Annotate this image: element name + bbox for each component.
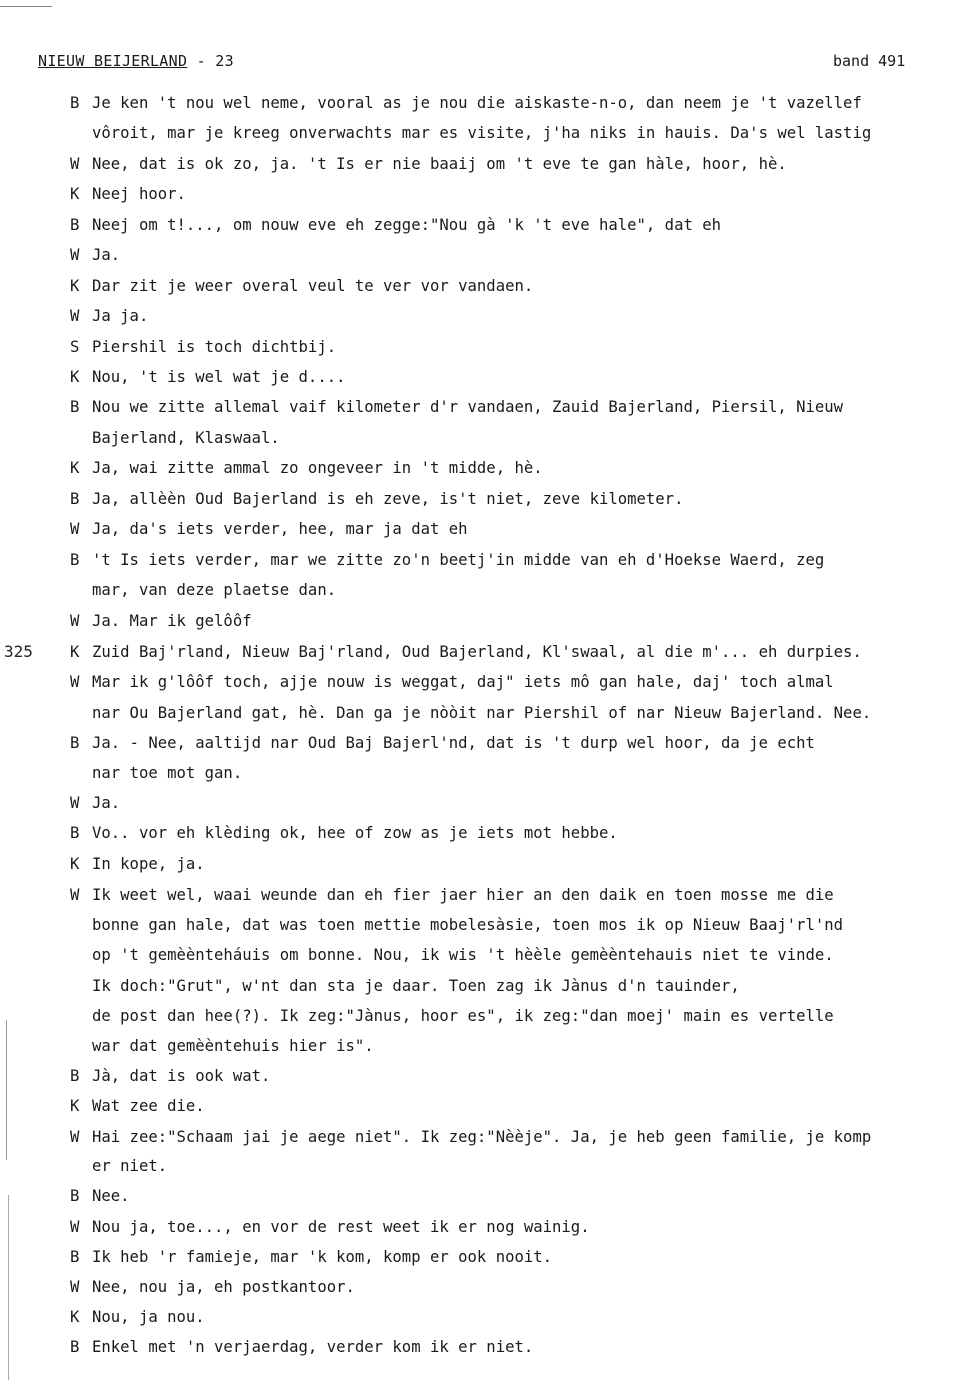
speaker-label: W: [70, 520, 80, 538]
line-text: op 't gemèènteháuis om bonne. Nou, ik wis 't hèèle gemèèntehauis niet te vinde.: [92, 946, 834, 964]
line-text: Nou we zitte allemal vaif kilometer d'r vandaen, Zauid Bajerland, Piersil, Nieuw: [92, 398, 844, 416]
speaker-label: W: [70, 307, 80, 325]
transcript-line: [70, 245, 966, 265]
line-text: Nou, ja nou.: [92, 1308, 205, 1326]
line-text: Ja, wai zitte ammal zo ongeveer in 't midde, hè.: [92, 459, 543, 477]
speaker-label: K: [70, 643, 80, 661]
line-text: Dar zit je weer overal veul te ver vor vandaen.: [92, 277, 534, 295]
transcript-line: [92, 703, 966, 723]
line-text: nar toe mot gan.: [92, 764, 243, 782]
line-text: Ik doch:"Grut", w'nt dan sta je daar. Toen zag ik Jànus d'n tauinder,: [92, 977, 740, 995]
speaker-label: K: [70, 1308, 80, 1326]
speaker-label: K: [70, 368, 80, 386]
line-text: Jà, dat is ook wat.: [92, 1067, 271, 1085]
line-text: Enkel met 'n verjaerdag, verder kom ik er niet.: [92, 1338, 534, 1356]
transcript-line: [70, 1277, 966, 1297]
speaker-label: B: [70, 1187, 80, 1205]
page-header-title: [38, 52, 234, 70]
line-text: Neej hoor.: [92, 185, 186, 203]
line-text: Ik weet wel, waai weunde dan eh fier jaer hier an den daik en toen mosse me die: [92, 886, 834, 904]
line-text: Ja ja.: [92, 307, 149, 325]
transcript-line: [92, 428, 966, 448]
transcript-line: [70, 672, 966, 692]
line-text: Mar ik g'lôôf toch, ajje nouw is weggat, daj" iets mô gan hale, daj' toch almal: [92, 673, 834, 691]
line-text: Nee, nou ja, eh postkantoor.: [92, 1278, 355, 1296]
transcript-line: [70, 1066, 966, 1086]
transcript-line: [70, 397, 966, 417]
line-text: er niet.: [92, 1157, 168, 1175]
line-text: Ja, da's iets verder, hee, mar ja dat eh: [92, 520, 468, 538]
transcript-line: [70, 1307, 966, 1327]
line-text: Piershil is toch dichtbij.: [92, 338, 337, 356]
line-text: Ik heb 'r famieje, mar 'k kom, komp er ook nooit.: [92, 1248, 553, 1266]
line-text: Bajerland, Klaswaal.: [92, 429, 280, 447]
margin-mark: [6, 1020, 7, 1160]
line-text: Je ken 't nou wel neme, vooral as je nou die aiskaste-n-o, dan neem je 't vazellef: [92, 94, 862, 112]
transcript-line: [70, 306, 966, 326]
transcript-line: [70, 367, 966, 387]
transcript-line: [70, 793, 966, 813]
transcript-line: [70, 1337, 966, 1357]
transcript-line: [92, 1036, 966, 1056]
transcript-line: [70, 1217, 966, 1237]
transcript-line: [70, 154, 966, 174]
transcript-line: [70, 276, 966, 296]
transcript-line: [92, 945, 966, 965]
speaker-label: K: [70, 855, 80, 873]
transcript-line: [70, 489, 966, 509]
transcript-line: [70, 1247, 966, 1267]
speaker-label: K: [70, 459, 80, 477]
speaker-label: W: [70, 1128, 80, 1146]
margin-line-number: 325: [4, 642, 33, 661]
speaker-label: W: [70, 794, 80, 812]
speaker-label: K: [70, 277, 80, 295]
transcript-line: [70, 1096, 966, 1116]
speaker-label: W: [70, 612, 80, 630]
speaker-label: B: [70, 734, 80, 752]
transcript-line: [70, 823, 966, 843]
line-text: Ja. Mar ik gelôôf: [92, 612, 252, 630]
line-text: Vo.. vor eh klèding ok, hee of zow as je iets mot hebbe.: [92, 824, 618, 842]
line-text: Ja, allèèn Oud Bajerland is eh zeve, is't niet, zeve kilometer.: [92, 490, 684, 508]
speaker-label: K: [70, 1097, 80, 1115]
transcript-line: [92, 1006, 966, 1026]
line-text: Wat zee die.: [92, 1097, 205, 1115]
transcript-line: [70, 458, 966, 478]
line-text: Nou ja, toe..., en vor de rest weet ik er nog wainig.: [92, 1218, 590, 1236]
line-text: Zuid Baj'rland, Nieuw Baj'rland, Oud Bajerland, Kl'swaal, al die m'... eh durpies.: [92, 643, 862, 661]
line-text: Hai zee:"Schaam jai je aege niet". Ik zeg:"Nèèje". Ja, je heb geen familie, je komp: [92, 1128, 872, 1146]
transcript-line: [70, 1186, 966, 1206]
line-text: Neej om t!..., om nouw eve eh zegge:"Nou gà 'k 't eve hale", dat eh: [92, 216, 722, 234]
line-text: de post dan hee(?). Ik zeg:"Jànus, hoor es", ik zeg:"dan moej' main es vertelle: [92, 1007, 834, 1025]
band-number: band 491: [833, 52, 906, 70]
transcript-line: [70, 854, 966, 874]
transcript-line: [70, 93, 966, 113]
page-number: - 23: [196, 52, 234, 70]
speaker-label: W: [70, 155, 80, 173]
transcript-line: [70, 733, 966, 753]
speaker-label: B: [70, 94, 80, 112]
speaker-label: K: [70, 185, 80, 203]
line-text: Ja. - Nee, aaltijd nar Oud Baj Bajerl'nd, dat is 't durp wel hoor, da je echt: [92, 734, 815, 752]
transcript-line: [92, 976, 966, 996]
line-text: vôroit, mar je kreeg onverwachts mar es visite, j'ha niks in hauis. Da's wel lastig: [92, 124, 872, 142]
line-text: Nee, dat is ok zo, ja. 't Is er nie baaij om 't eve te gan hàle, hoor, hè.: [92, 155, 787, 173]
speaker-label: B: [70, 1067, 80, 1085]
transcript-line: [92, 915, 966, 935]
speaker-label: B: [70, 551, 80, 569]
line-text: bonne gan hale, dat was toen mettie mobelesàsie, toen mos ik op Nieuw Baaj'rl'nd: [92, 916, 844, 934]
transcript-line: [70, 184, 966, 204]
transcript-line: [70, 885, 966, 905]
speaker-label: B: [70, 824, 80, 842]
speaker-label: S: [70, 338, 80, 356]
speaker-label: W: [70, 886, 80, 904]
transcript-line: [92, 123, 966, 143]
speaker-label: B: [70, 1248, 80, 1266]
transcript-line: [92, 763, 966, 783]
margin-mark: [8, 1195, 9, 1380]
top-rule: [0, 6, 52, 7]
line-text: Ja.: [92, 246, 121, 264]
speaker-label: B: [70, 490, 80, 508]
transcript-line: [92, 580, 966, 600]
transcript-line: [70, 611, 966, 631]
transcript-line: [70, 550, 966, 570]
speaker-label: B: [70, 398, 80, 416]
transcript-line: [70, 215, 966, 235]
transcript-line: [70, 642, 966, 662]
line-text: nar Ou Bajerland gat, hè. Dan ga je nòòit nar Piershil of nar Nieuw Bajerland. Nee.: [92, 704, 872, 722]
speaker-label: B: [70, 216, 80, 234]
line-text: war dat gemèèntehuis hier is".: [92, 1037, 374, 1055]
speaker-label: W: [70, 1218, 80, 1236]
speaker-label: W: [70, 246, 80, 264]
line-text: 't Is iets verder, mar we zitte zo'n beetj'in midde van eh d'Hoekse Waerd, zeg: [92, 551, 825, 569]
transcript-line: [70, 337, 966, 357]
transcript-line: [70, 1127, 966, 1147]
line-text: Nee.: [92, 1187, 130, 1205]
speaker-label: W: [70, 1278, 80, 1296]
line-text: In kope, ja.: [92, 855, 205, 873]
line-text: Nou, 't is wel wat je d....: [92, 368, 346, 386]
speaker-label: B: [70, 1338, 80, 1356]
place-title: NIEUW BEIJERLAND: [38, 52, 188, 70]
line-text: Ja.: [92, 794, 121, 812]
speaker-label: W: [70, 673, 80, 691]
transcript-line: [92, 1156, 966, 1176]
transcript-line: [70, 519, 966, 539]
line-text: mar, van deze plaetse dan.: [92, 581, 337, 599]
